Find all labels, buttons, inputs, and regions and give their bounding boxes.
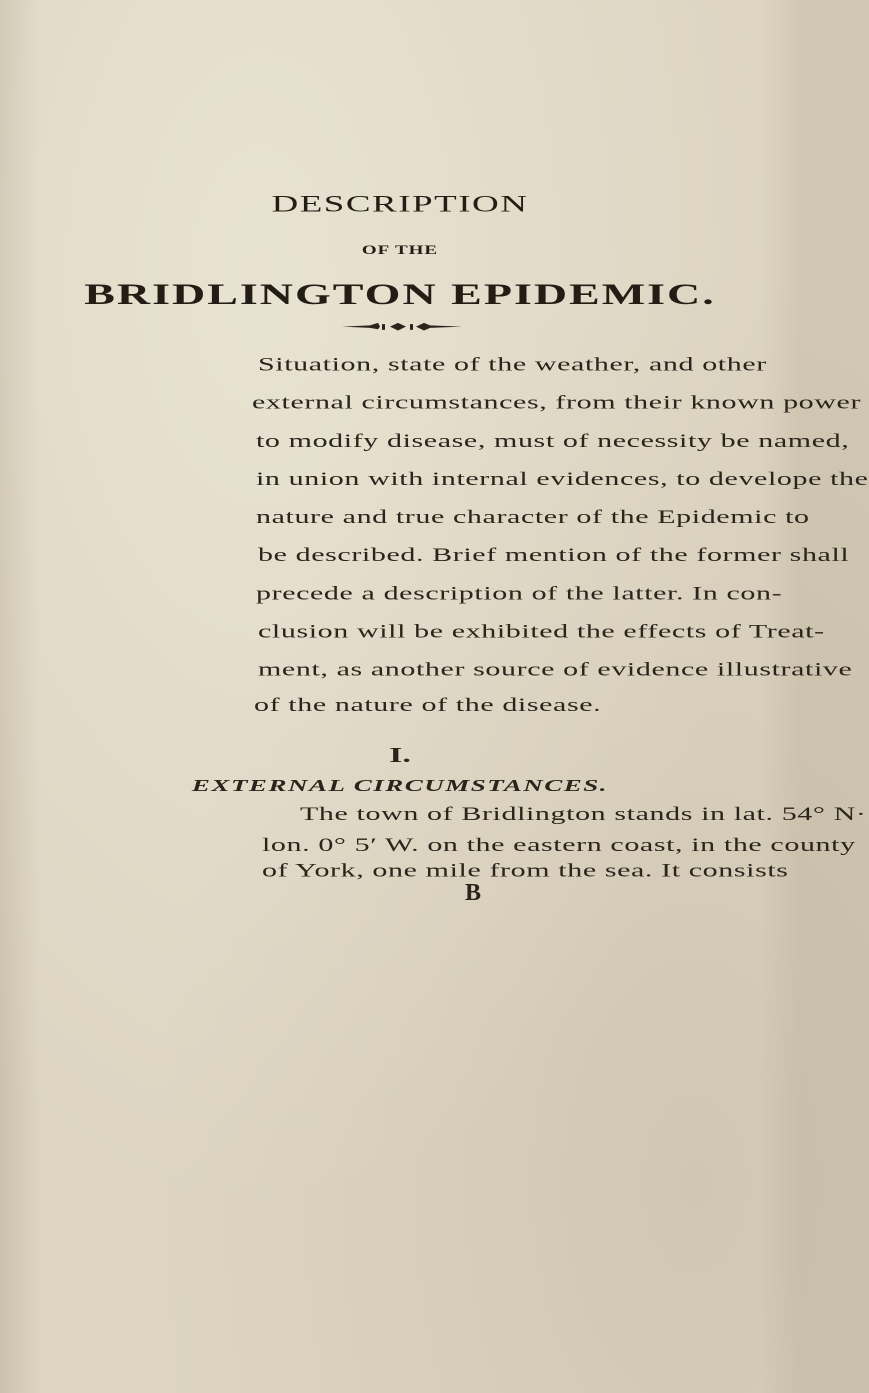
section-line-1 xyxy=(300,805,866,824)
signature-mark: B xyxy=(465,880,482,906)
intro-line-10-text: of the nature of the disease. xyxy=(254,694,602,716)
section-line-2 xyxy=(262,836,856,855)
intro-line-8-text: clusion will be exhibited the effects of Treat- xyxy=(258,620,825,642)
intro-line-3-text: to modify disease, must of necessity be named, xyxy=(256,430,850,452)
intro-line-9-text: ment, as another source of evidence illustrative xyxy=(258,659,853,680)
intro-line-7-text: precede a description of the latter. In con- xyxy=(256,582,783,604)
intro-line-4-text: in union with internal evidences, to develope the xyxy=(256,468,869,490)
title-description: DESCRIPTION xyxy=(271,191,529,218)
intro-line-6-text: be described. Brief mention of the former shall xyxy=(258,544,850,566)
section-line-3-text: of York, one mile from the sea. It consists xyxy=(262,859,789,881)
section-line-3 xyxy=(262,861,789,880)
section-heading: EXTERNAL CIRCUMSTANCES. xyxy=(191,775,609,796)
section-line-1-text: The town of Bridlington stands in lat. 54° N· xyxy=(300,803,867,825)
intro-line-1-text: Situation, state of the weather, and other xyxy=(258,353,767,375)
section-number: I. xyxy=(389,743,411,768)
title-bridlington-epidemic: BRIDLINGTON EPIDEMIC. xyxy=(84,277,716,311)
intro-line-2-text: external circumstances, from their known power xyxy=(252,392,862,414)
section-line-2-text: lon. 0° 5′ W. on the eastern coast, in the county xyxy=(262,834,856,856)
intro-line-5-text: nature and true character of the Epidemic to xyxy=(256,506,810,528)
title-of-the: OF THE xyxy=(361,244,439,258)
